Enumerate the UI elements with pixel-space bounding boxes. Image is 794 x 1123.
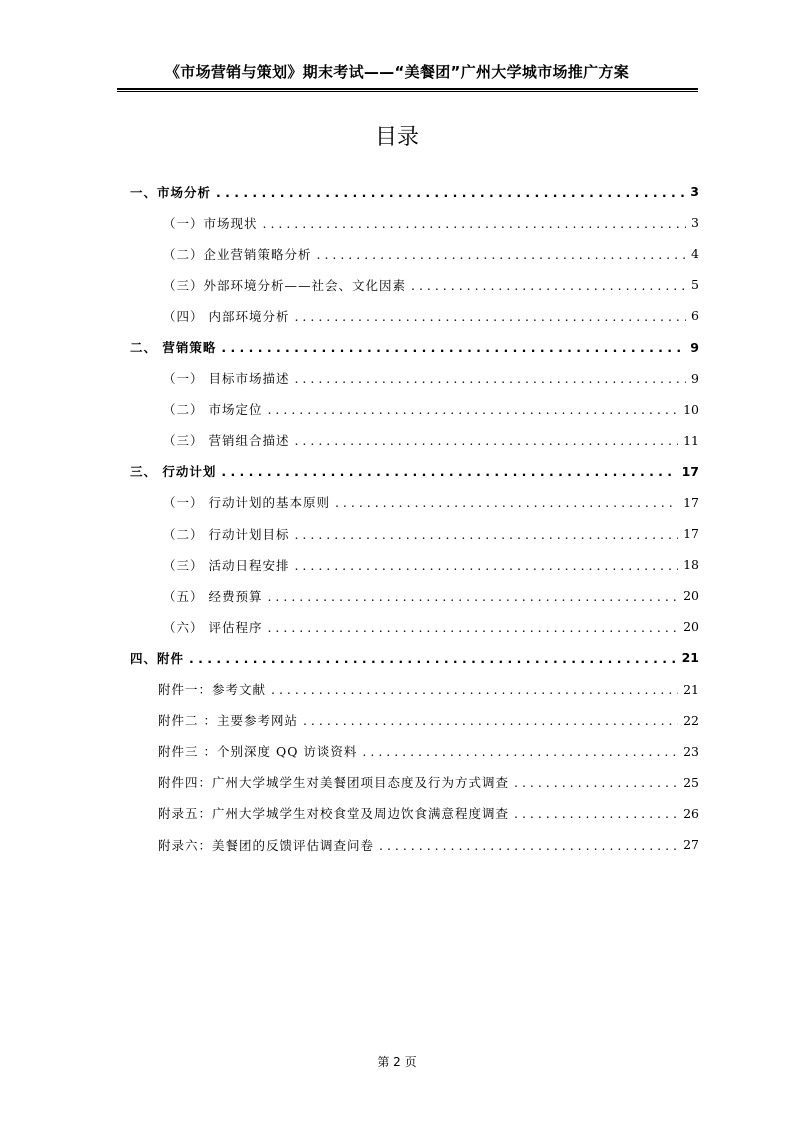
toc-dot-leader (216, 185, 685, 199)
toc-entry[interactable] (130, 487, 699, 518)
page-number: 第 2 页 (377, 1055, 417, 1069)
toc-entry-label: （三） 活动日程安排 (163, 557, 290, 573)
toc-dot-leader (294, 558, 678, 572)
toc-entry-page: 17 (683, 526, 699, 542)
toc-entry-page: 17 (681, 463, 699, 479)
toc-entry[interactable] (130, 580, 699, 611)
toc-entry[interactable] (130, 829, 699, 860)
toc-entry-page: 20 (683, 588, 699, 604)
toc-entry-label: 附录六：美餐团的反馈评估调查问卷 (158, 837, 375, 853)
toc-entry-label: 附件二 ：主要参考网站 (158, 713, 298, 729)
toc-entry-page: 3 (691, 215, 699, 231)
toc-dot-leader (294, 527, 678, 541)
toc-entry-label: 附件四：广州大学城学生对美餐团项目态度及行为方式调查 (158, 775, 510, 791)
toc-dot-leader (294, 371, 686, 385)
toc-dot-leader (294, 309, 686, 323)
header-rule-thin (117, 91, 698, 92)
toc-entry[interactable] (130, 518, 699, 549)
toc-entry-page: 18 (683, 557, 699, 573)
toc-entry-page: 23 (683, 743, 699, 759)
toc-dot-leader (221, 340, 685, 354)
toc-dot-leader (335, 495, 678, 509)
header-rule-thick (117, 88, 698, 90)
toc-entry[interactable] (130, 176, 699, 207)
toc-entry[interactable] (130, 611, 699, 642)
toc-entry[interactable] (130, 674, 699, 705)
toc-dot-leader (294, 433, 678, 447)
toc-dot-leader (379, 838, 678, 852)
toc-title: 目录 (374, 125, 419, 150)
toc-entry-label: （一） 行动计划的基本原则 (163, 495, 330, 511)
toc-entry-label: （五） 经费预算 (163, 588, 263, 604)
toc-entry[interactable] (130, 238, 699, 269)
toc-entry-page: 9 (690, 339, 699, 355)
toc-entry-page: 20 (683, 619, 699, 635)
toc-entry-page: 25 (683, 774, 699, 790)
toc-entry[interactable] (130, 705, 699, 736)
toc-entry[interactable] (130, 798, 699, 829)
toc-entry-label: 一、市场分析 (130, 184, 212, 200)
toc-entry-label: （四） 内部环境分析 (163, 308, 290, 324)
toc-entry[interactable] (130, 425, 699, 456)
toc-entry-page: 4 (691, 246, 699, 262)
toc-dot-leader (267, 402, 678, 416)
toc-entry[interactable] (130, 767, 699, 798)
toc-entry[interactable] (130, 300, 699, 331)
toc-dot-leader (271, 682, 678, 696)
toc-entry-page: 6 (691, 308, 699, 324)
toc-entry-label: （一） 目标市场描述 (163, 371, 290, 387)
toc-dot-leader (514, 775, 678, 789)
toc-dot-leader (317, 247, 687, 261)
toc-entry-label: 附录五：广州大学城学生对校食堂及周边饮食满意程度调查 (158, 806, 510, 822)
toc-entry[interactable] (130, 456, 699, 487)
toc-entry-label: （三）外部环境分析——社会、文化因素 (163, 277, 407, 293)
toc-dot-leader (514, 806, 678, 820)
toc-entry-label: 附件一：参考文献 (158, 682, 267, 698)
toc-entry-page: 11 (683, 432, 699, 448)
toc-entry[interactable] (130, 394, 699, 425)
table-of-contents (130, 176, 699, 860)
toc-entry-page: 27 (683, 837, 699, 853)
toc-entry[interactable] (130, 642, 699, 673)
toc-dot-leader (411, 278, 686, 292)
toc-entry-label: 四、附件 (130, 650, 185, 666)
toc-entry-page: 17 (683, 494, 699, 510)
toc-dot-leader (362, 744, 678, 758)
toc-entry-label: （一）市场现状 (163, 215, 258, 231)
toc-entry-page: 3 (690, 184, 699, 200)
toc-entry[interactable] (130, 363, 699, 394)
toc-entry-label: （六） 评估程序 (163, 619, 263, 635)
document-header: 《市场营销与策划》期末考试——“美餐团”广州大学城市场推广方案 (164, 63, 630, 81)
toc-dot-leader (267, 589, 678, 603)
toc-dot-leader (189, 651, 677, 665)
toc-entry-page: 21 (683, 681, 699, 697)
toc-entry[interactable] (130, 736, 699, 767)
toc-entry-page: 9 (691, 370, 699, 386)
toc-entry[interactable] (130, 549, 699, 580)
toc-entry-page: 21 (681, 650, 699, 666)
toc-entry[interactable] (130, 269, 699, 300)
toc-entry-label: 二、 营销策略 (130, 340, 217, 356)
toc-entry-label: 三、 行动计划 (130, 464, 217, 480)
toc-entry-page: 5 (691, 277, 699, 293)
toc-entry-label: （二） 行动计划目标 (163, 526, 290, 542)
toc-entry-label: （二） 市场定位 (163, 402, 263, 418)
toc-dot-leader (263, 216, 687, 230)
toc-entry[interactable] (130, 207, 699, 238)
toc-entry[interactable] (130, 331, 699, 362)
toc-entry-page: 22 (683, 712, 699, 728)
toc-dot-leader (221, 464, 676, 478)
toc-entry-page: 26 (683, 805, 699, 821)
toc-entry-label: （二）企业营销策略分析 (163, 246, 312, 262)
toc-entry-page: 10 (683, 401, 699, 417)
toc-dot-leader (303, 713, 678, 727)
toc-dot-leader (267, 620, 678, 634)
toc-entry-label: 附件三 ：个别深度 QQ 访谈资料 (158, 744, 358, 760)
toc-entry-label: （三） 营销组合描述 (163, 433, 290, 449)
